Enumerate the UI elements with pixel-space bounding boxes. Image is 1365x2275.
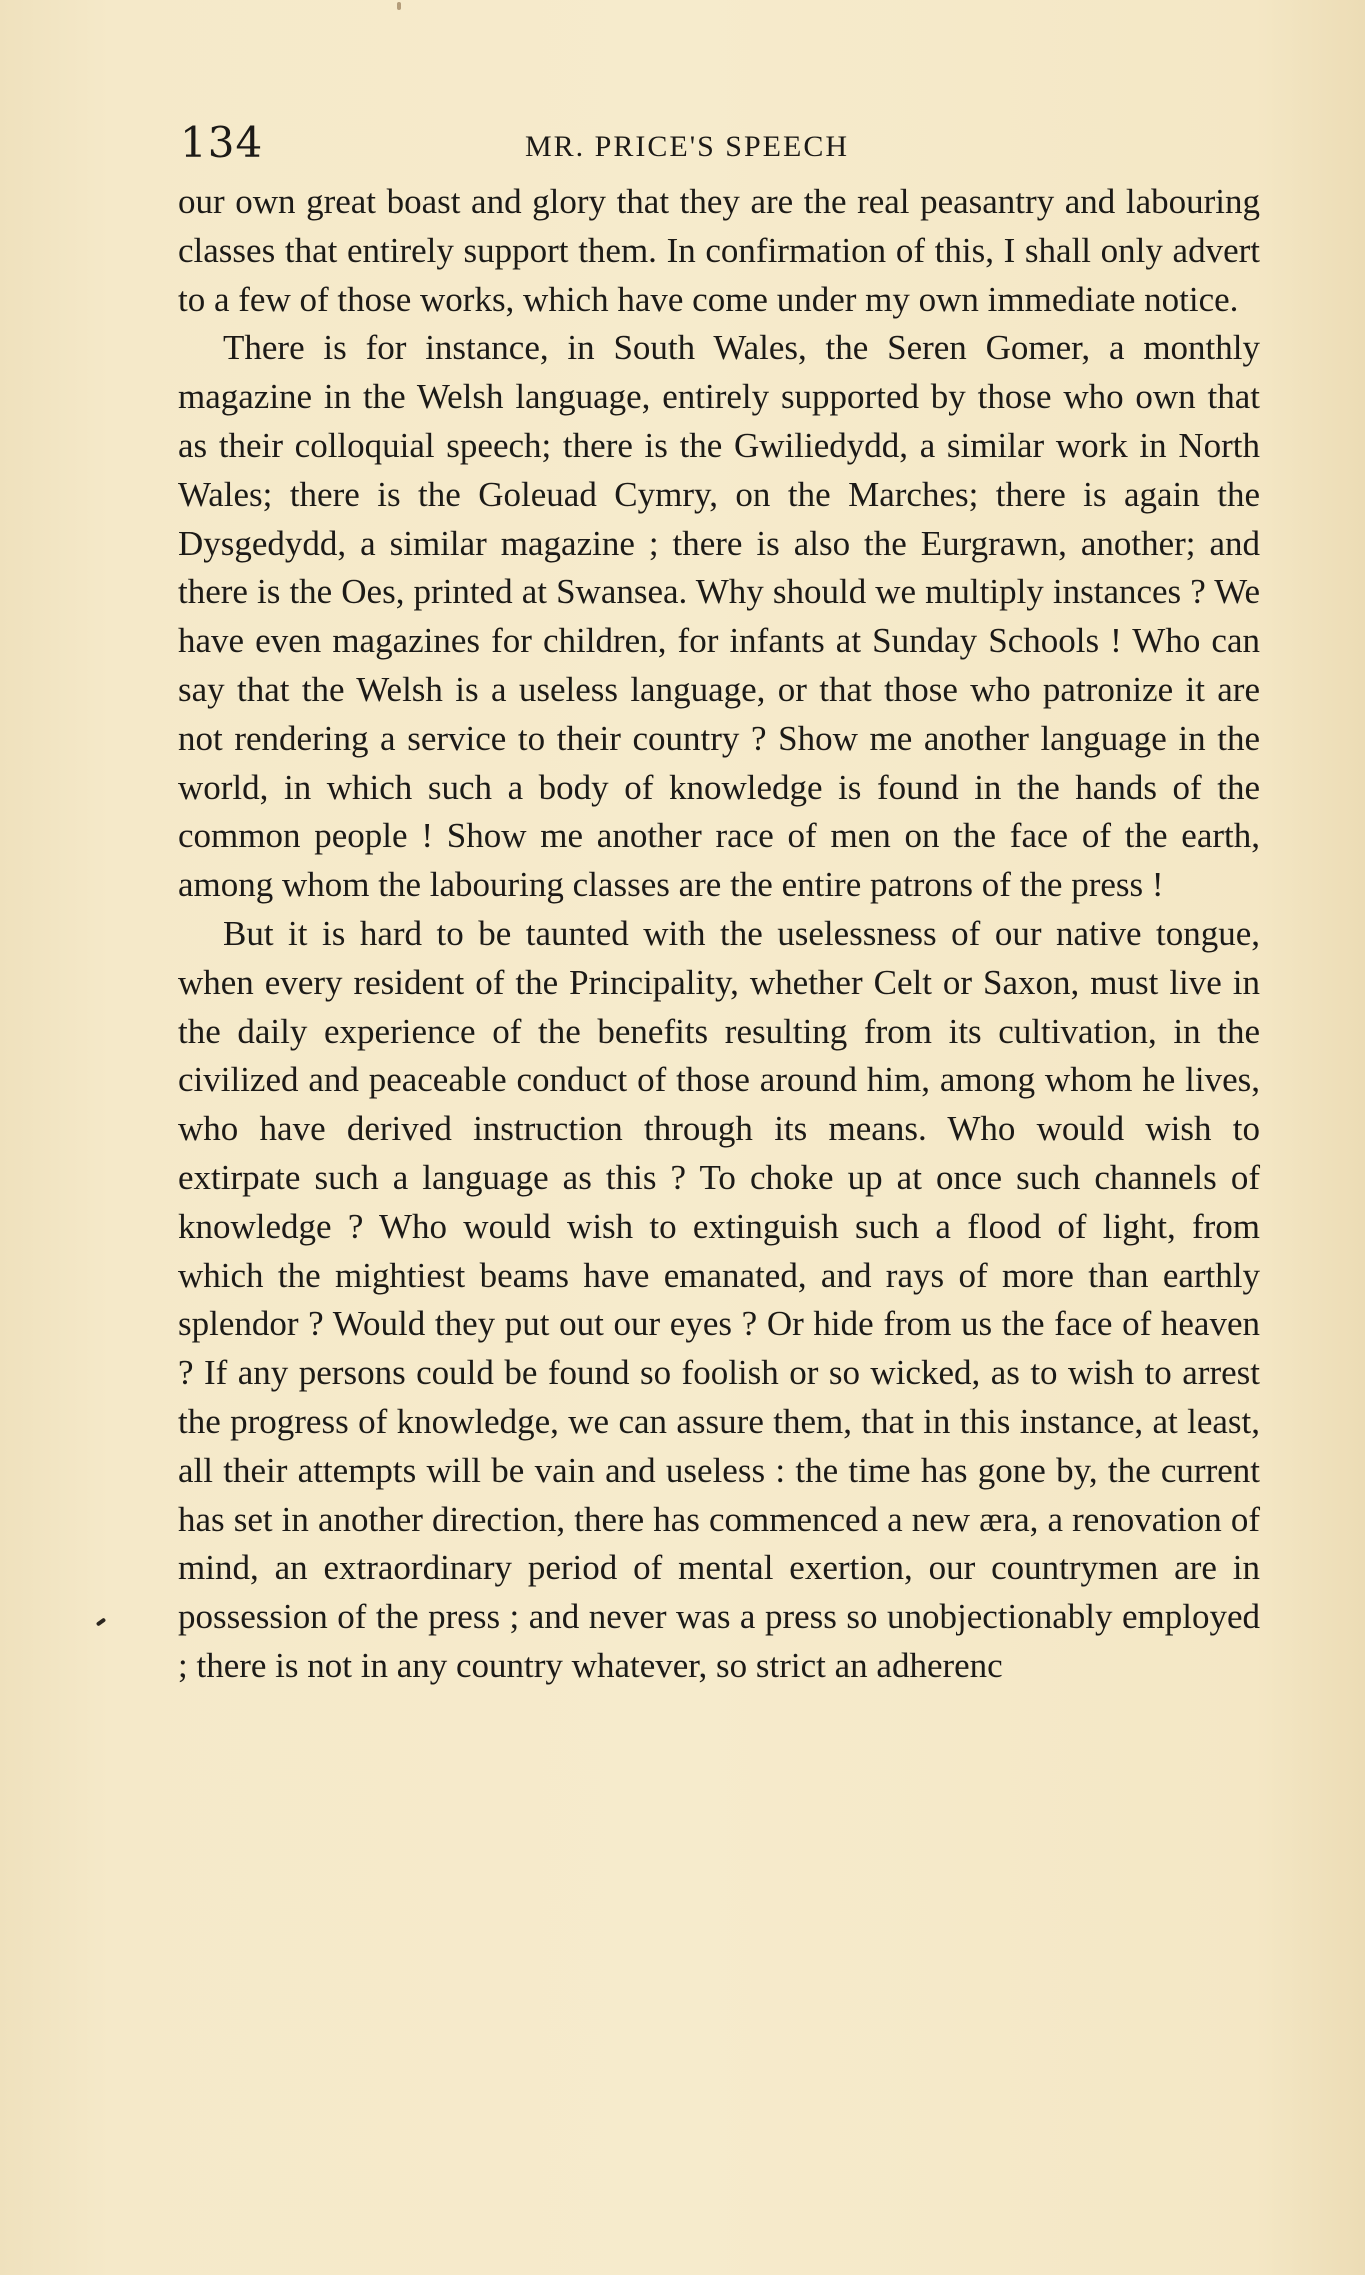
page-header bbox=[180, 118, 1260, 178]
paragraph-welsh-magazines: There is for instance, in South Wales, the Seren Gomer, a monthly magazine in the Welsh language, entirely supported by those who own that as their colloquial speech; there is the Gwiliedydd, a similar work in North Wales; there is the Goleuad Cymry, on the Marches; there is again the Dysgedydd, a similar magazine ; there is also the Eurgrawn, another; and there is the Oes, printed at Swansea. Why should we multiply instances ? We have even magazines for children, for infants at Sunday Schools ! Who can say that the Welsh is a useless language, or that those who patronize it are not rendering a service to their country ? Show me another language in the world, in which such a body of knowledge is found in the hands of the common people ! Show me another race of men on the face of the earth, among whom the labouring classes are the entire patrons of the press ! bbox=[178, 328, 1260, 905]
margin-ink-mark bbox=[96, 1617, 106, 1626]
running-head: MR. PRICE'S SPEECH bbox=[525, 130, 849, 163]
body-text bbox=[178, 178, 1260, 1691]
paper-speck bbox=[397, 2, 401, 10]
paragraph-continued: our own great boast and glory that they are the real peasantry and labouring classes that entirely support them. In confirmation of this, I shall only advert to a few of those works, which have come under my own immediate notice. bbox=[178, 182, 1260, 319]
page-number: 134 bbox=[180, 118, 264, 167]
paragraph-native-tongue: But it is hard to be taunted with the uselessness of our native tongue, when every resident of the Principality, whether Celt or Saxon, must live in the daily experience of the benefits resulting from its cultivation, in the civilized and peaceable conduct of those around him, among whom he lives, who have derived instruction through its means. Who would wish to extirpate such a language as this ? To choke up at once such channels of knowledge ? Who would wish to extinguish such a flood of light, from which the mightiest beams have emanated, and rays of more than earthly splendor ? Would they put out our eyes ? Or hide from us the face of heaven ? If any persons could be found so foolish or so wicked, as to wish to arrest the progress of knowledge, we can assure them, that in this instance, at least, all their attempts will be vain and useless : the time has gone by, the current has set in another direction, there has commenced a new æra, a renovation of mind, an extraordinary period of mental exertion, our countrymen are in possession of the press ; and never was a press so unobjectionably employed ; there is not in any country whatever, so strict an adherenc bbox=[178, 913, 1260, 1685]
